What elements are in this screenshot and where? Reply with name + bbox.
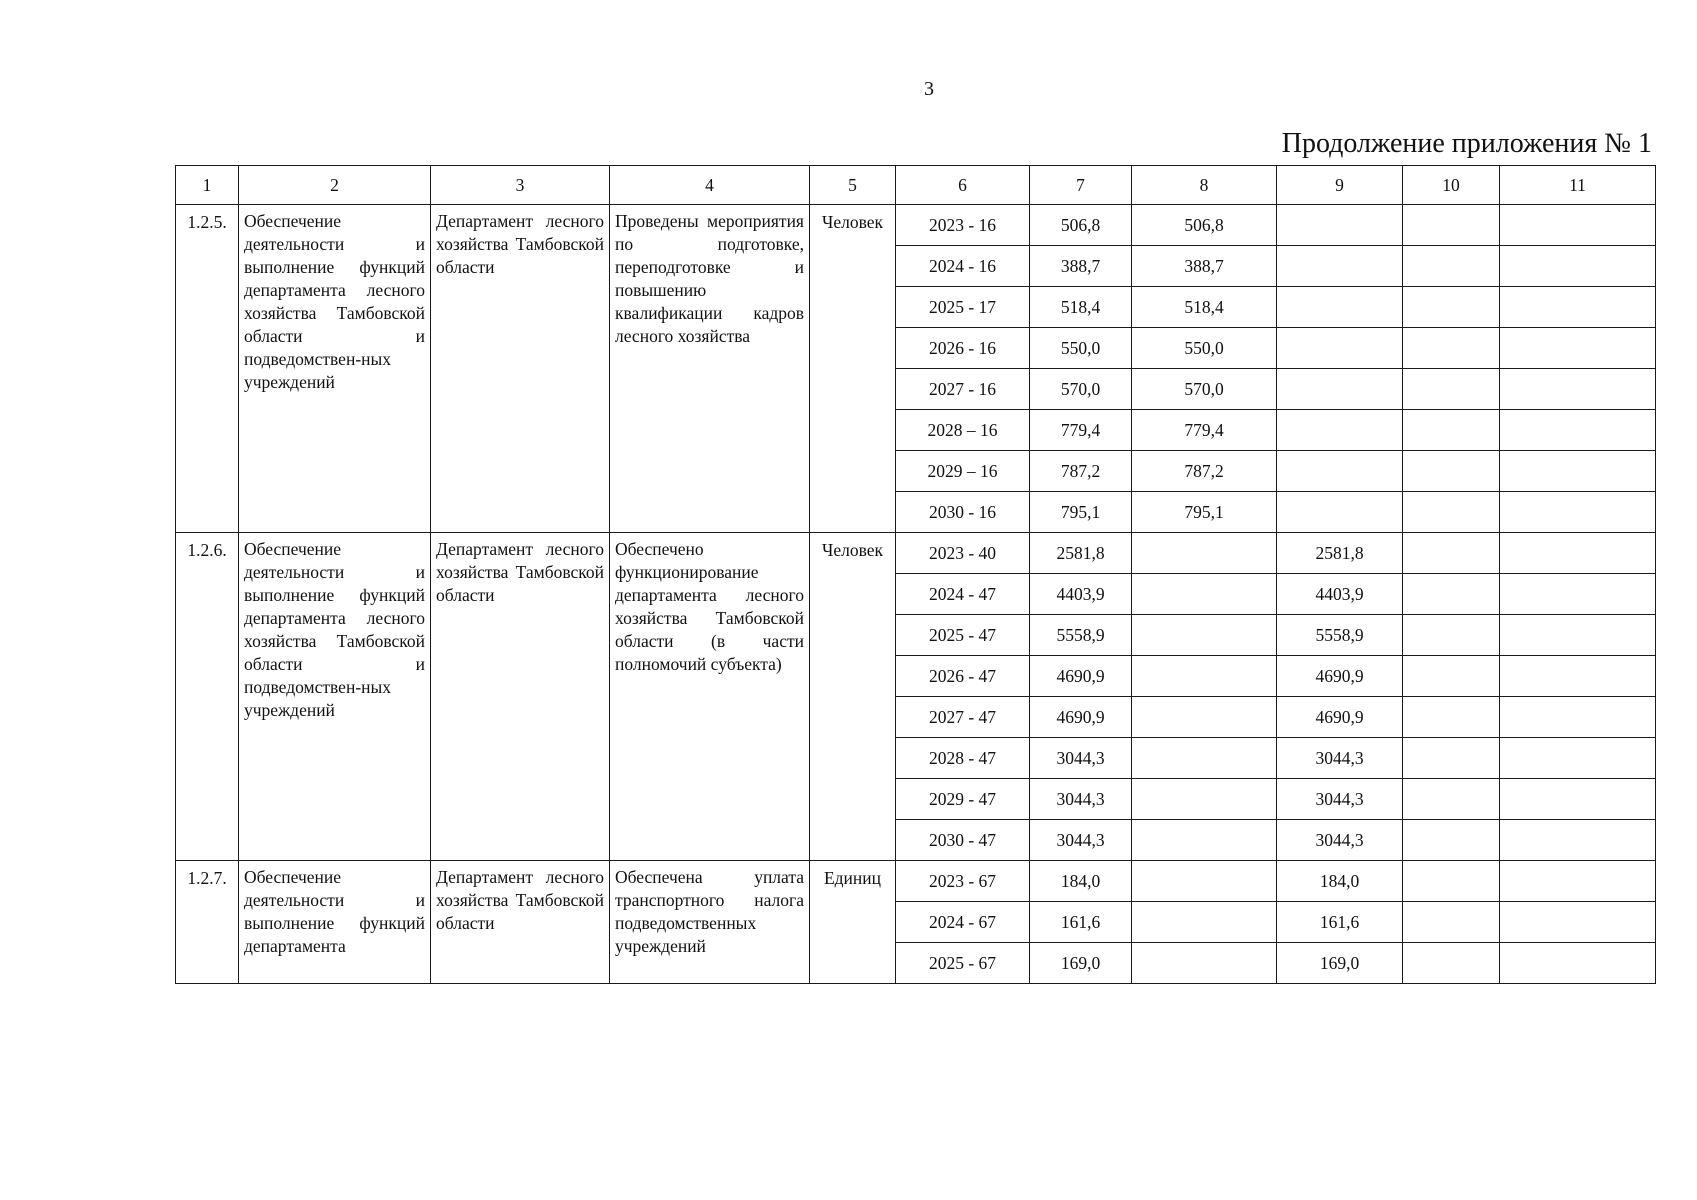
amount-c11 bbox=[1500, 451, 1656, 492]
item-name: Обеспечение деятельности и выполнение функций департамента лесного хозяйства Тамбовской области и подведомствен-ных учреждений bbox=[244, 539, 425, 720]
amount-c8: 779,4 bbox=[1132, 410, 1277, 451]
amount-c8: 550,0 bbox=[1132, 328, 1277, 369]
amount-c9: 184,0 bbox=[1277, 861, 1403, 902]
amount-c10 bbox=[1403, 205, 1500, 246]
amount-c10 bbox=[1403, 861, 1500, 902]
item-name-cell bbox=[239, 861, 431, 984]
amount-c8: 518,4 bbox=[1132, 287, 1277, 328]
amount-c11 bbox=[1500, 943, 1656, 984]
amount-c7: 2581,8 bbox=[1030, 533, 1132, 574]
item-result: Обеспечено функционирование департамента лесного хозяйства Тамбовской области (в части полномочий субъекта) bbox=[615, 539, 804, 674]
amount-c8 bbox=[1132, 533, 1277, 574]
item-result-cell bbox=[610, 533, 810, 861]
item-executor: Департамент лесного хозяйства Тамбовской области bbox=[436, 539, 604, 605]
amount-c9 bbox=[1277, 451, 1403, 492]
year-value: 2028 – 16 bbox=[896, 410, 1030, 451]
amount-c9 bbox=[1277, 492, 1403, 533]
item-executor-cell bbox=[431, 533, 610, 861]
header-row bbox=[176, 166, 1656, 205]
amount-c9 bbox=[1277, 369, 1403, 410]
header-cell: 1 bbox=[176, 166, 239, 205]
amount-c10 bbox=[1403, 533, 1500, 574]
item-result: Проведены мероприятия по подготовке, переподготовке и повышению квалификации кадров лесного хозяйства bbox=[615, 211, 804, 346]
amount-c7: 795,1 bbox=[1030, 492, 1132, 533]
year-value: 2029 - 47 bbox=[896, 779, 1030, 820]
amount-c11 bbox=[1500, 246, 1656, 287]
header-cell: 2 bbox=[239, 166, 431, 205]
amount-c10 bbox=[1403, 410, 1500, 451]
amount-c9: 2581,8 bbox=[1277, 533, 1403, 574]
amount-c8 bbox=[1132, 861, 1277, 902]
amount-c10 bbox=[1403, 492, 1500, 533]
amount-c11 bbox=[1500, 779, 1656, 820]
item-name-cell bbox=[239, 533, 431, 861]
amount-c10 bbox=[1403, 369, 1500, 410]
year-value: 2024 - 67 bbox=[896, 902, 1030, 943]
amount-c7: 184,0 bbox=[1030, 861, 1132, 902]
item-result-cell bbox=[610, 861, 810, 984]
amount-c9 bbox=[1277, 328, 1403, 369]
amount-c9 bbox=[1277, 246, 1403, 287]
amount-c11 bbox=[1500, 205, 1656, 246]
year-value: 2024 - 47 bbox=[896, 574, 1030, 615]
amount-c7: 550,0 bbox=[1030, 328, 1132, 369]
item-number: 1.2.6. bbox=[176, 533, 239, 861]
amount-c11 bbox=[1500, 328, 1656, 369]
year-value: 2029 – 16 bbox=[896, 451, 1030, 492]
amount-c11 bbox=[1500, 697, 1656, 738]
amount-c9: 4690,9 bbox=[1277, 656, 1403, 697]
amount-c8: 388,7 bbox=[1132, 246, 1277, 287]
amount-c7: 161,6 bbox=[1030, 902, 1132, 943]
header-cell: 5 bbox=[810, 166, 896, 205]
amount-c11 bbox=[1500, 615, 1656, 656]
item-number: 1.2.7. bbox=[176, 861, 239, 984]
amount-c10 bbox=[1403, 451, 1500, 492]
amount-c9: 169,0 bbox=[1277, 943, 1403, 984]
amount-c10 bbox=[1403, 574, 1500, 615]
amount-c10 bbox=[1403, 902, 1500, 943]
year-value: 2027 - 47 bbox=[896, 697, 1030, 738]
amount-c9: 161,6 bbox=[1277, 902, 1403, 943]
amount-c11 bbox=[1500, 820, 1656, 861]
amount-c11 bbox=[1500, 574, 1656, 615]
amount-c11 bbox=[1500, 738, 1656, 779]
amount-c11 bbox=[1500, 369, 1656, 410]
amount-c7: 4690,9 bbox=[1030, 697, 1132, 738]
amount-c9: 3044,3 bbox=[1277, 820, 1403, 861]
amount-c10 bbox=[1403, 287, 1500, 328]
appendix-title: Продолжение приложения № 1 bbox=[1281, 128, 1652, 159]
amount-c7: 3044,3 bbox=[1030, 820, 1132, 861]
amount-c8: 787,2 bbox=[1132, 451, 1277, 492]
year-value: 2025 - 67 bbox=[896, 943, 1030, 984]
table-body bbox=[176, 205, 1656, 984]
amount-c9 bbox=[1277, 287, 1403, 328]
amount-c8: 795,1 bbox=[1132, 492, 1277, 533]
amount-c10 bbox=[1403, 943, 1500, 984]
amount-c9: 4690,9 bbox=[1277, 697, 1403, 738]
year-value: 2030 - 47 bbox=[896, 820, 1030, 861]
item-executor-cell bbox=[431, 205, 610, 533]
amount-c9 bbox=[1277, 205, 1403, 246]
year-value: 2023 - 67 bbox=[896, 861, 1030, 902]
header-cell: 7 bbox=[1030, 166, 1132, 205]
amount-c10 bbox=[1403, 615, 1500, 656]
year-value: 2023 - 16 bbox=[896, 205, 1030, 246]
amount-c7: 5558,9 bbox=[1030, 615, 1132, 656]
item-unit: Единиц bbox=[810, 861, 896, 984]
header-cell: 6 bbox=[896, 166, 1030, 205]
year-value: 2024 - 16 bbox=[896, 246, 1030, 287]
amount-c7: 787,2 bbox=[1030, 451, 1132, 492]
amount-c7: 169,0 bbox=[1030, 943, 1132, 984]
header-cell: 3 bbox=[431, 166, 610, 205]
amount-c7: 779,4 bbox=[1030, 410, 1132, 451]
amount-c7: 3044,3 bbox=[1030, 738, 1132, 779]
amount-c10 bbox=[1403, 779, 1500, 820]
year-value: 2028 - 47 bbox=[896, 738, 1030, 779]
item-unit: Человек bbox=[810, 533, 896, 861]
amount-c8 bbox=[1132, 697, 1277, 738]
year-value: 2026 - 47 bbox=[896, 656, 1030, 697]
year-value: 2025 - 17 bbox=[896, 287, 1030, 328]
item-unit: Человек bbox=[810, 205, 896, 533]
amount-c9: 4403,9 bbox=[1277, 574, 1403, 615]
year-value: 2030 - 16 bbox=[896, 492, 1030, 533]
amount-c7: 570,0 bbox=[1030, 369, 1132, 410]
amount-c9: 3044,3 bbox=[1277, 738, 1403, 779]
amount-c8 bbox=[1132, 615, 1277, 656]
amount-c10 bbox=[1403, 328, 1500, 369]
amount-c7: 3044,3 bbox=[1030, 779, 1132, 820]
item-name-cell bbox=[239, 205, 431, 533]
amount-c10 bbox=[1403, 820, 1500, 861]
amount-c8 bbox=[1132, 820, 1277, 861]
amount-c11 bbox=[1500, 861, 1656, 902]
amount-c8 bbox=[1132, 779, 1277, 820]
amount-c9: 3044,3 bbox=[1277, 779, 1403, 820]
table-row bbox=[176, 205, 1656, 246]
item-executor: Департамент лесного хозяйства Тамбовской области bbox=[436, 211, 604, 277]
program-table bbox=[175, 165, 1656, 984]
amount-c7: 506,8 bbox=[1030, 205, 1132, 246]
amount-c7: 4403,9 bbox=[1030, 574, 1132, 615]
year-value: 2026 - 16 bbox=[896, 328, 1030, 369]
year-value: 2025 - 47 bbox=[896, 615, 1030, 656]
header-cell: 10 bbox=[1403, 166, 1500, 205]
amount-c11 bbox=[1500, 287, 1656, 328]
item-executor-cell bbox=[431, 861, 610, 984]
header-cell: 4 bbox=[610, 166, 810, 205]
amount-c8 bbox=[1132, 902, 1277, 943]
amount-c9: 5558,9 bbox=[1277, 615, 1403, 656]
page-number: 3 bbox=[924, 78, 934, 100]
amount-c10 bbox=[1403, 246, 1500, 287]
amount-c7: 4690,9 bbox=[1030, 656, 1132, 697]
amount-c11 bbox=[1500, 410, 1656, 451]
item-number: 1.2.5. bbox=[176, 205, 239, 533]
amount-c10 bbox=[1403, 738, 1500, 779]
item-result: Обеспечена уплата транспортного налога подведомственных учреждений bbox=[615, 867, 804, 956]
amount-c8 bbox=[1132, 943, 1277, 984]
header-cell: 8 bbox=[1132, 166, 1277, 205]
amount-c8: 506,8 bbox=[1132, 205, 1277, 246]
year-value: 2027 - 16 bbox=[896, 369, 1030, 410]
amount-c8 bbox=[1132, 738, 1277, 779]
amount-c9 bbox=[1277, 410, 1403, 451]
amount-c7: 518,4 bbox=[1030, 287, 1132, 328]
header-cell: 9 bbox=[1277, 166, 1403, 205]
amount-c11 bbox=[1500, 656, 1656, 697]
amount-c10 bbox=[1403, 656, 1500, 697]
item-result-cell bbox=[610, 205, 810, 533]
amount-c8 bbox=[1132, 656, 1277, 697]
amount-c11 bbox=[1500, 533, 1656, 574]
table-row bbox=[176, 861, 1656, 902]
amount-c10 bbox=[1403, 697, 1500, 738]
amount-c8 bbox=[1132, 574, 1277, 615]
item-name: Обеспечение деятельности и выполнение функций департамента лесного хозяйства Тамбовской области и подведомствен-ных учреждений bbox=[244, 211, 425, 392]
year-value: 2023 - 40 bbox=[896, 533, 1030, 574]
amount-c7: 388,7 bbox=[1030, 246, 1132, 287]
amount-c11 bbox=[1500, 902, 1656, 943]
amount-c8: 570,0 bbox=[1132, 369, 1277, 410]
table-row bbox=[176, 533, 1656, 574]
header-cell: 11 bbox=[1500, 166, 1656, 205]
item-executor: Департамент лесного хозяйства Тамбовской области bbox=[436, 867, 604, 933]
amount-c11 bbox=[1500, 492, 1656, 533]
item-name: Обеспечение деятельности и выполнение функций департамента bbox=[244, 867, 425, 956]
